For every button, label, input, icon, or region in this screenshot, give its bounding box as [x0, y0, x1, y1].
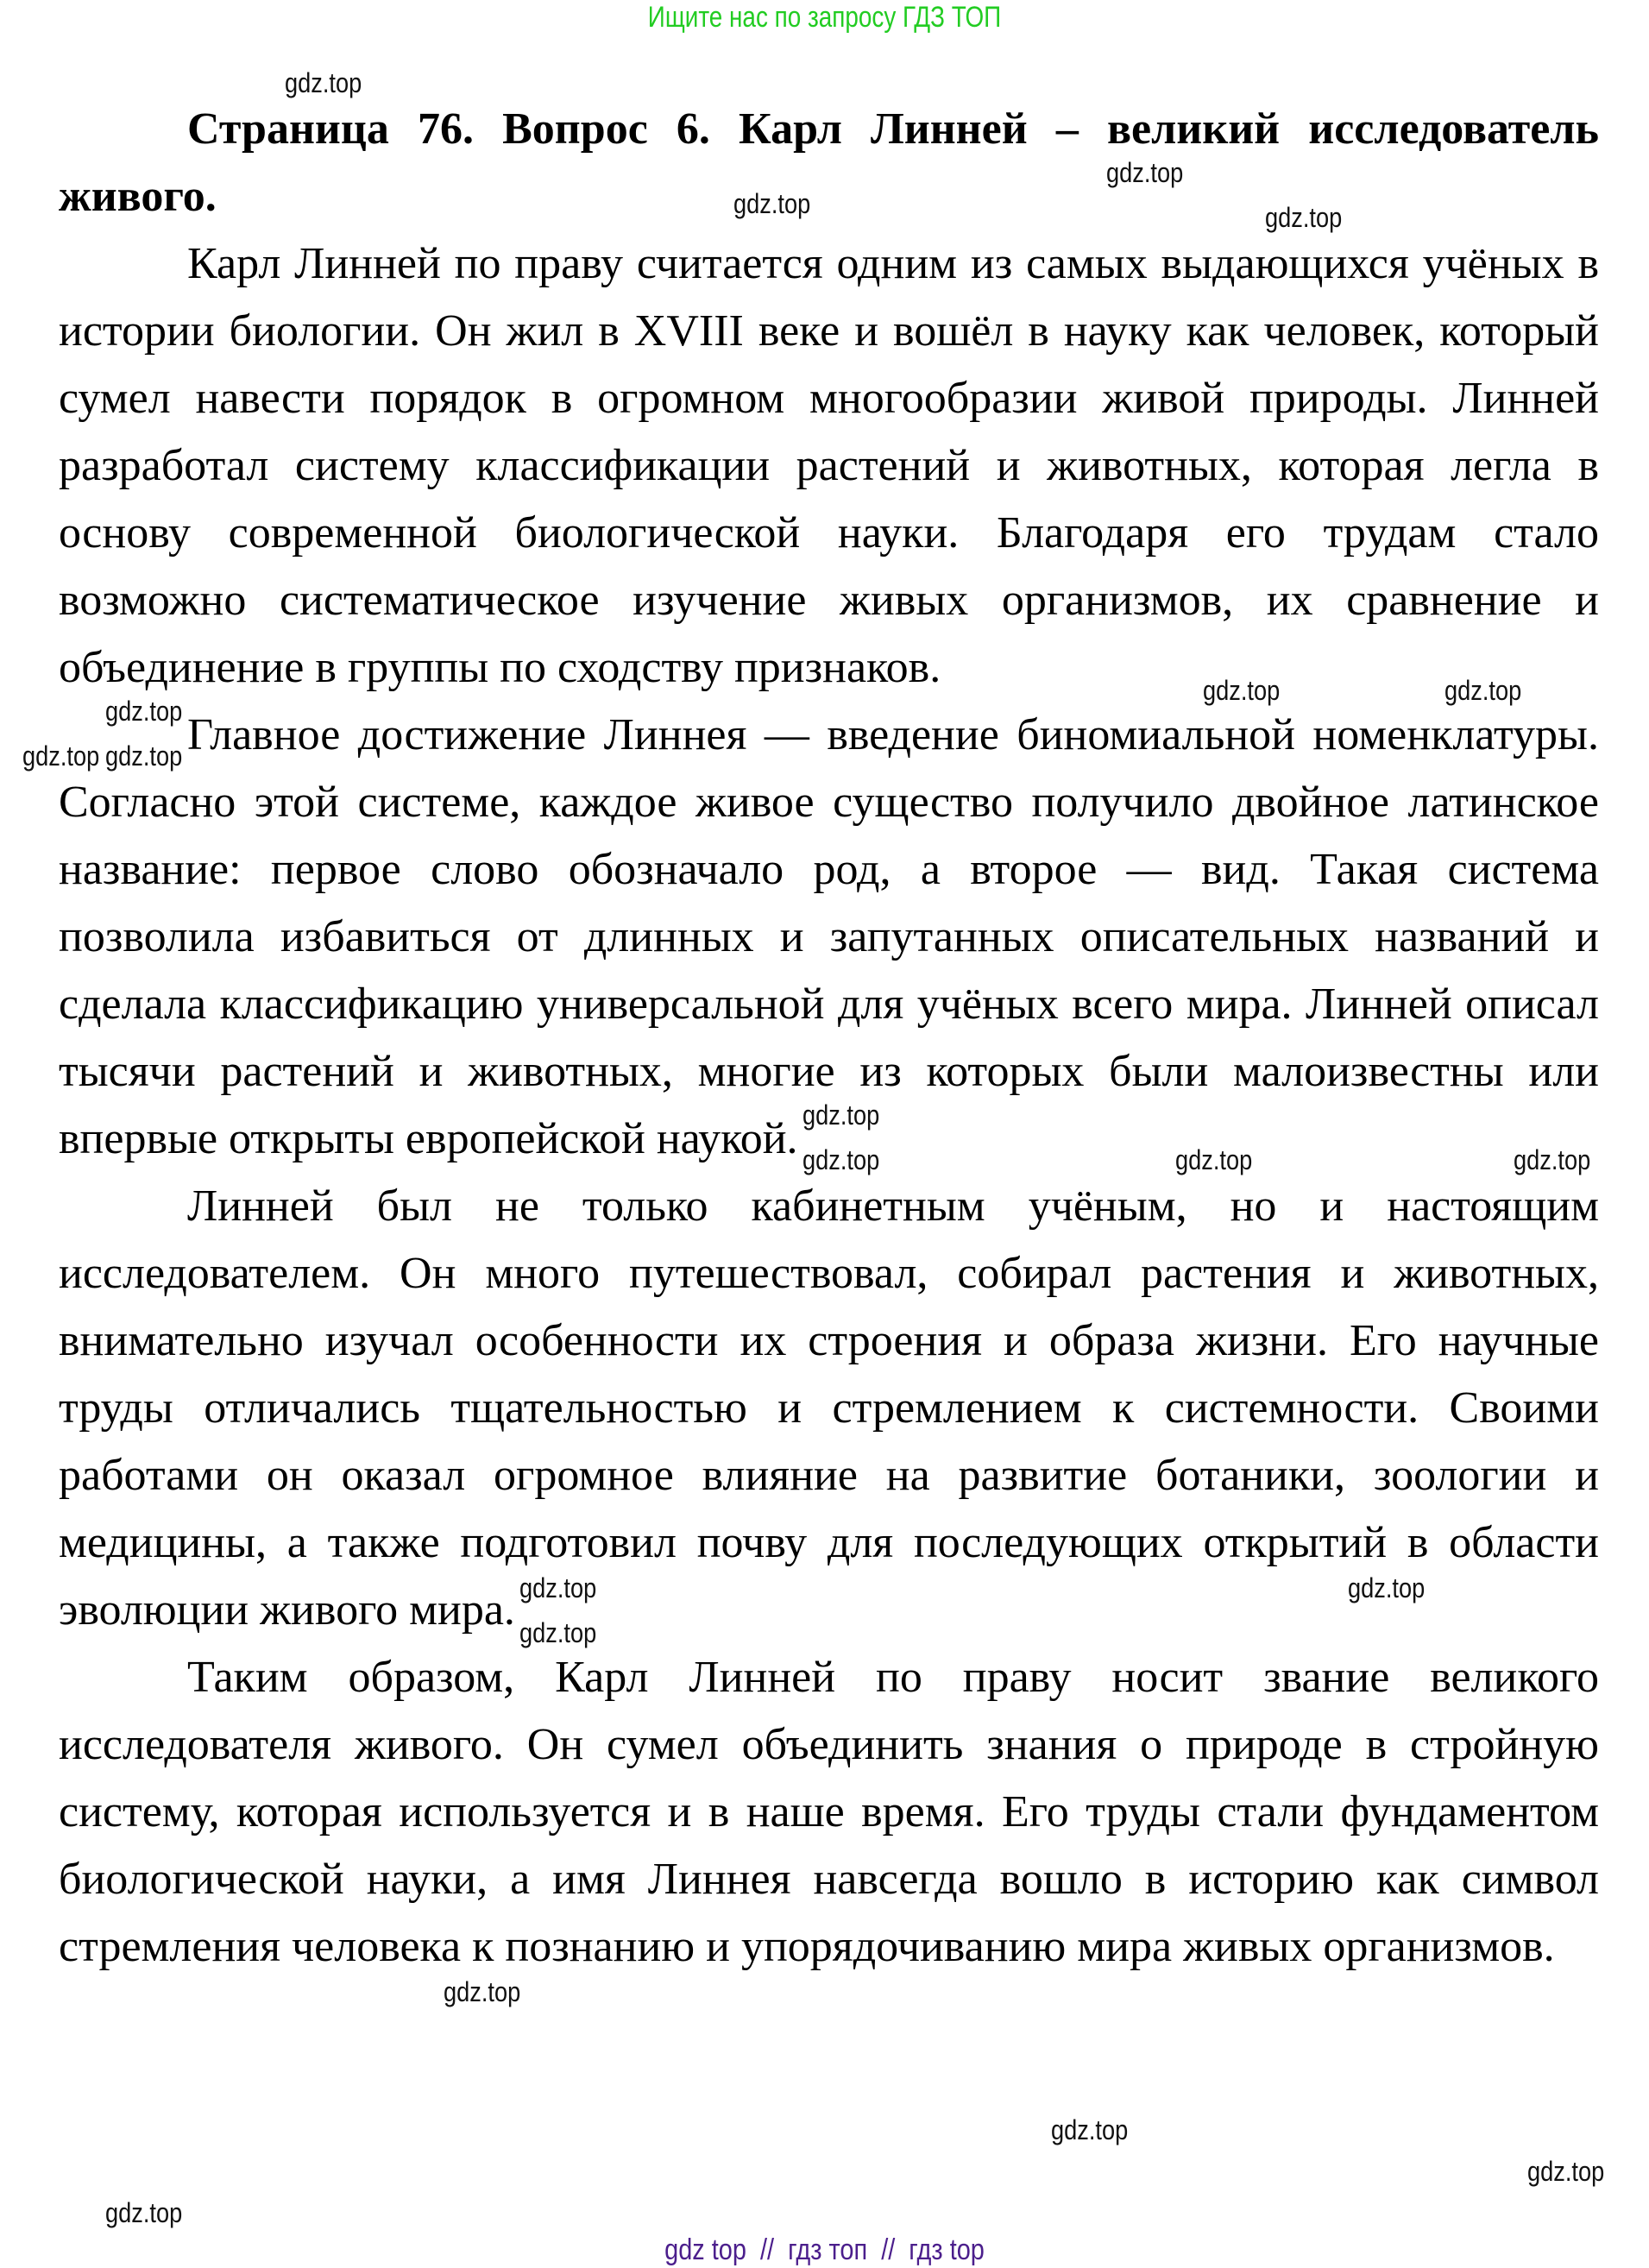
watermark: gdz.top — [1444, 675, 1522, 706]
paragraph-1: Карл Линней по праву считается одним из самых выдающихся учёных в истории биологии. Он жил в XVIII веке и вошёл в науку как человек, который сумел навести порядок в огромном многообразии живой природы. Линней разработал систему классификации растений и животных, которая легла в основу современной биологической науки. Благодаря его трудам стало возможно систематическое изучение живых организмов, их сравнение и объединение в группы по сходству признаков. — [59, 239, 1599, 692]
watermark: gdz.top — [1203, 675, 1281, 706]
watermark: gdz.top — [1514, 1144, 1591, 1175]
watermark: gdz.top — [1348, 1572, 1426, 1603]
watermark: gdz.top — [1175, 1144, 1253, 1175]
watermark: gdz.top — [105, 740, 183, 772]
watermark: gdz.top — [1527, 2156, 1605, 2187]
watermark: gdz.top — [519, 1617, 597, 1648]
watermark: gdz.top — [1106, 157, 1184, 188]
watermark: gdz.top — [1051, 2114, 1129, 2145]
watermark: gdz.top — [802, 1144, 880, 1175]
footer-links[interactable]: gdz top // гдз топ // гдз top — [664, 2233, 985, 2266]
watermark: gdz.top — [285, 67, 362, 98]
page-title: Страница 76. Вопрос 6. Карл Линней – великий исследователь живого. — [59, 104, 1599, 221]
watermark: gdz.top — [802, 1099, 880, 1131]
paragraph-2: Главное достижение Линнея — введение биномиальной номенклатуры. Согласно этой системе, каждое живое существо получило двойное латинское название: первое слово обозначало род, а второе — вид. Такая система позволила избавиться от длинных и запутанных описательных названий и сделала классификацию универсальной для учёных всего мира. Линней описал тысячи растений и животных, многие из которых были малоизвестны или впервые открыты европейской наукой. — [59, 710, 1599, 1163]
watermark: gdz.top — [1265, 202, 1343, 233]
watermark: gdz.top — [733, 188, 811, 219]
watermark: gdz.top — [105, 696, 183, 727]
paragraph-3: Линней был не только кабинетным учёным, но и настоящим исследователем. Он много путешествовал, собирал растения и животных, внимательно изучал особенности их строения и образа жизни. Его научные труды отличались тщательностью и стремлением к системности. Своими работами он оказал огромное влияние на развитие ботаники, зоологии и медицины, а также подготовил почву для последующих открытий в области эволюции живого мира. — [59, 1181, 1599, 1635]
answer-document — [59, 96, 1599, 1981]
watermark: gdz.top — [444, 1976, 521, 2007]
watermark: gdz.top — [22, 740, 100, 772]
watermark: gdz.top — [519, 1572, 597, 1603]
watermark: gdz.top — [105, 2197, 183, 2228]
search-banner[interactable]: Ищите нас по запросу ГДЗ ТОП — [647, 1, 1002, 34]
paragraph-4: Таким образом, Карл Линней по праву носит звание великого исследователя живого. Он сумел объединить знания о природе в стройную систему, которая используется и в наше время. Его труды стали фундаментом биологической науки, а имя Линнея навсегда вошло в историю как символ стремления человека к познанию и упорядочиванию мира живых организмов. — [59, 1653, 1599, 1971]
